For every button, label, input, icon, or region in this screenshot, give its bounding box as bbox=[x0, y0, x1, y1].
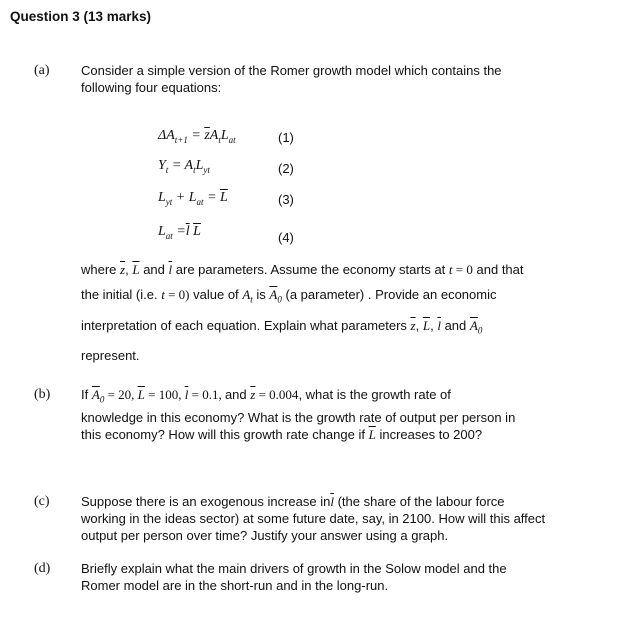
equation-3-number: (3) bbox=[278, 192, 294, 207]
part-c-line-1: Suppose there is an exogenous increase $in\overline{l}$ (the share of the labour force bbox=[81, 494, 505, 509]
part-b-line-2: knowledge in this economy? What is the growth rate of output per person in bbox=[81, 409, 516, 425]
part-b-line-3: this economy? How will this growth rate change if $\overline{L}$ increases to 200? bbox=[81, 426, 483, 442]
part-a-intro-line-2: following four equations: bbox=[81, 80, 222, 95]
equation-1: $\Delta A_{t+1} = \overline{z}A_tL_{at}$ bbox=[158, 128, 236, 145]
part-a-label: (a) bbox=[34, 63, 50, 78]
part-a-body-line-2: the initial (i.e. t = 0) value of $A_t$ is $\overline{A}_0$ (a parameter) . Provide an economic bbox=[81, 287, 497, 305]
part-c-label: (c) bbox=[34, 494, 50, 509]
question-title: Question 3 (13 marks) bbox=[10, 9, 152, 24]
part-c-line-2: working in the ideas sector) at some future date, say, in 2100. How will this affect bbox=[81, 511, 546, 526]
equation-4-number: (4) bbox=[278, 230, 294, 245]
part-a-intro bbox=[81, 62, 502, 96]
part-a-body-line-4: represent. bbox=[81, 348, 140, 364]
part-d-label: (d) bbox=[34, 561, 51, 576]
part-c-line-3: output per person over time? Justify your answer using a graph. bbox=[81, 528, 449, 543]
part-b-label: (b) bbox=[34, 387, 51, 402]
part-a-body-line-3: interpretation of each equation. Explain what parameters $\overline{z}$, $\overline{L}$, $\overline{l}$ and $\overline{A}_0$ bbox=[81, 317, 483, 336]
part-a-body-line-1: where $\overline{z}$, $\overline{L}$ and $\overline{l}$ are parameters. Assume the economy starts at t = 0 and that bbox=[81, 262, 524, 277]
equation-1-number: (1) bbox=[278, 130, 294, 145]
part-c-body bbox=[81, 493, 545, 544]
equation-2: $Y_t = A_tL_{yt}$ bbox=[158, 158, 210, 175]
equation-3: $L_{yt} + L_{at} = \overline{L}$ bbox=[158, 190, 228, 207]
part-d-line-2: Romer model are in the short-run and in the long-run. bbox=[81, 578, 389, 593]
equation-2-number: (2) bbox=[278, 161, 294, 176]
part-d-body bbox=[81, 560, 507, 594]
part-b-line-1: If $\overline{A}_0 = 20$, $\overline{L} = 100$, $\overline{l} = 0.1$, and $\overline{z} = 0.004$, what is the growth rate of bbox=[81, 387, 451, 405]
equation-4: $L_{at} =\overline{l}$ $\overline{L}$ bbox=[158, 224, 201, 241]
part-a-body bbox=[81, 257, 524, 368]
part-a-intro-line-1: Consider a simple version of the Romer growth model which contains the bbox=[81, 63, 502, 78]
part-d-line-1: Briefly explain what the main drivers of growth in the Solow model and the bbox=[81, 561, 507, 576]
part-b-body bbox=[81, 386, 515, 443]
